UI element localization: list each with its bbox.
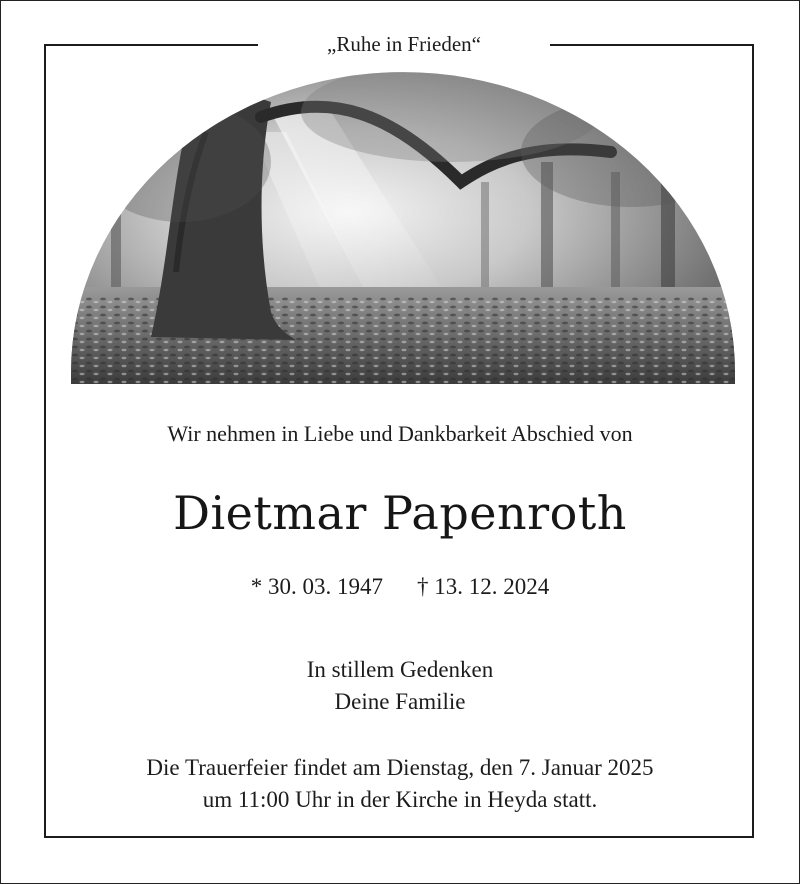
memory-block bbox=[0, 654, 800, 718]
top-rule-left bbox=[44, 44, 258, 46]
service-info bbox=[0, 752, 800, 816]
memory-line-1: In stillem Gedenken bbox=[306, 657, 494, 682]
motto: „Ruhe in Frieden“ bbox=[327, 32, 481, 56]
life-dates bbox=[0, 572, 800, 602]
birth-date: * 30. 03. 1947 bbox=[250, 574, 383, 599]
intro-text: Wir nehmen in Liebe und Dankbarkeit Abschied von bbox=[167, 421, 633, 446]
tree-photo bbox=[71, 72, 735, 384]
death-date: † 13. 12. 2024 bbox=[417, 574, 550, 599]
deceased-name: Dietmar Papenroth bbox=[173, 486, 627, 540]
memory-line-2: Deine Familie bbox=[334, 689, 466, 714]
service-line-1: Die Trauerfeier findet am Dienstag, den 7. Januar 2025 bbox=[146, 755, 654, 780]
service-line-2: um 11:00 Uhr in der Kirche in Heyda statt. bbox=[202, 787, 598, 812]
top-rule-right bbox=[550, 44, 754, 46]
